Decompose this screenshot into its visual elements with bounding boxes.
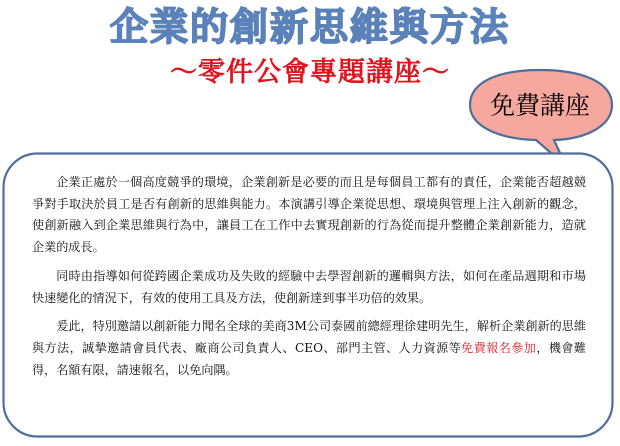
paragraph-method: 同時由指導如何從跨國企業成功及失敗的經驗中去學習創新的邏輯與方法，如何在產品週期和市場快速變化的情況下，有效的使用工具及方法，使創新達到事半功倍的效果。 [32,268,586,305]
paragraph-intro: 企業正處於一個高度競爭的環境，企業創新是必要的而且是每個員工都有的責任，企業能否超越競爭對手取決於員工是否有創新的思維與能力。本演講引導企業從思想、環境與管理上注入創新的觀念，使創新融入到企業思維與行為中，讓員工在工作中去實現創新的行為從而提升整體企業創新能力，造就企業的成長。 [32,175,586,255]
main-title-text: 企業的創新思維與方法 [109,5,511,49]
main-title [0,2,620,54]
free-registration-highlight: 免費報名參加 [461,340,537,355]
invitation-text: 爰此，特別邀請以創新能力聞名全球的美商3M公司泰國前總經理徐建明先生，解析企業創新的思維與方法，誠摯邀請會員代表、廠商公司負責人、CEO、部門主管、人力資源等 [32,319,586,355]
content-text [32,172,586,388]
subtitle: ～零件公會專題講座～ [170,57,450,88]
content-box [2,152,614,438]
paragraph-invitation [32,316,586,381]
main-title-graphic [0,2,620,54]
free-lecture-label: 免費講座 [489,91,590,120]
invitation-closing: ，機會難得，名額有限，請速報名，以免向隅。 [32,340,586,377]
